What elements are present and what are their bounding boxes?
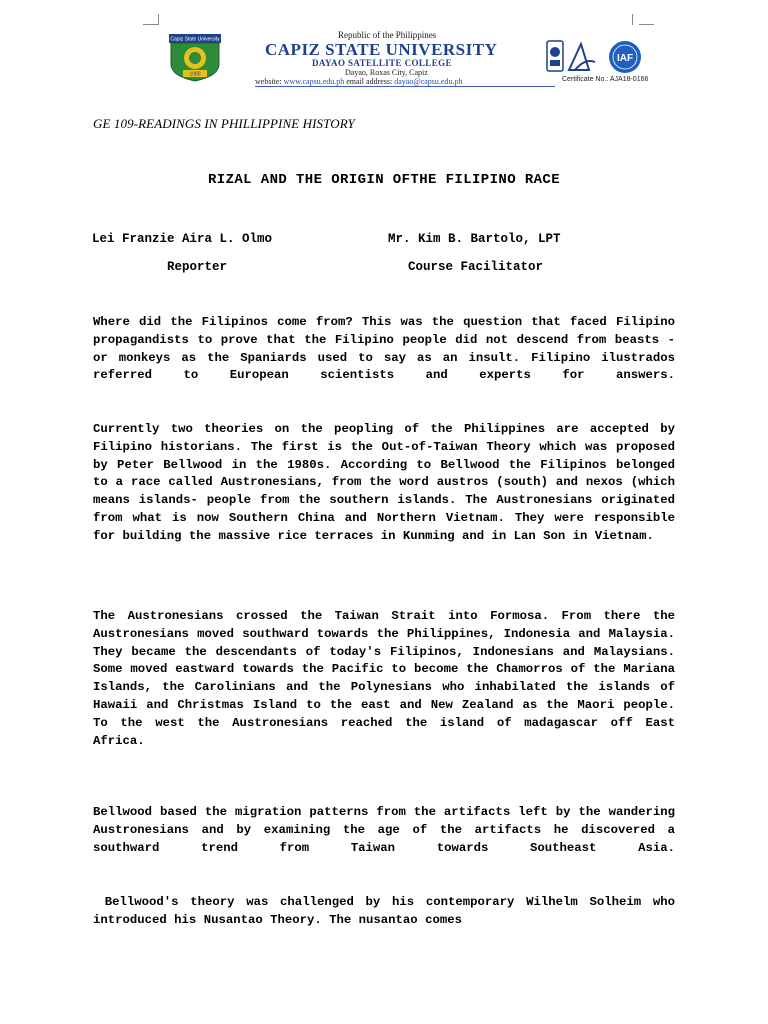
crop-mark-top-left-h [143, 24, 158, 25]
accreditation-logos [545, 40, 645, 76]
website-label: website: [255, 77, 282, 86]
svg-text:1980: 1980 [189, 71, 201, 78]
svg-text:Capiz State University: Capiz State University [170, 36, 220, 43]
paragraph-2: Currently two theories on the peopling of the Philippines are accepted by Filipino historians. The first is the Out-of-Taiwan Theory which was proposed by Peter Bellwood in the 1980s. According to Bellwood the Filipinos belonged to a race called Austronesians, from the word austros (south) and nexos (which means islands- people from the southern islands. The Austronesians originated from what is now Southern China and Northern Vietnam. They were responsible for building the massive rice terraces in Kunming and in Lan Son in Vietnam. [93, 422, 675, 543]
paragraph-3: The Austronesians crossed the Taiwan Strait into Formosa. From there the Austronesians moved southward towards the Philippines, Indonesia and Malaysia. They became the descendants of today's Filipinos, Indonesians and Malaysians. Some moved eastward towards the Pacific to become the Chamorros of the Mariana Islands, the Carolinians and the Polynesians who inhabilated the islands of Hawaii and Christmas Island to the east and New Zealand as the Maori people. To the west the Austronesians reached the island of madagascar off East Africa. [93, 609, 675, 748]
svg-text:IAF: IAF [616, 53, 634, 64]
email-link[interactable]: dayao@capsu.edu.ph [394, 77, 463, 86]
paragraph-1: Where did the Filipinos come from? This was the question that faced Filipino propagandists to prove that the Filipino people did not descend from beasts - or monkeys as the Spaniards used to say as an insult. Filipino ilustrados referred to European scientists and experts for answers. [93, 315, 675, 383]
reporter-name: Lei Franzie Aira L. Olmo [92, 232, 273, 246]
header-rule [255, 86, 555, 87]
reporter-role: Reporter [167, 260, 228, 274]
university-seal-logo [165, 32, 225, 82]
crop-mark-top-right-h [639, 24, 654, 25]
college-address: Dayao, Roxas City, Capiz [345, 68, 428, 77]
course-code: GE 109-READINGS IN PHILLIPPINE HISTORY [93, 116, 355, 131]
website-link[interactable]: www.capsu.edu.ph [283, 77, 345, 86]
certificate-number: Certificate No.: AJA18-0166 [562, 76, 649, 83]
paragraph-4: Bellwood based the migration patterns from the artifacts left by the wandering Austronesians and by examining the age of the artifacts he discovered a southward trend from Taiwan towards Southeast Asia. [93, 805, 675, 855]
crop-mark-top-left-v [158, 14, 159, 25]
university-name: CAPIZ STATE UNIVERSITY [265, 40, 498, 59]
contact-line [255, 77, 462, 86]
document-title: RIZAL AND THE ORIGIN OFTHE FILIPINO RACE [207, 172, 561, 188]
college-name: DAYAO SATELLITE COLLEGE [312, 58, 452, 68]
crop-mark-top-right-v [632, 14, 633, 25]
facilitator-role: Course Facilitator [408, 260, 544, 274]
paragraph-5: Bellwood's theory was challenged by his contemporary Wilhelm Solheim who introduced his Nusantao Theory. The nusantao comes [93, 895, 683, 927]
republic-label: Republic of the Philippines [338, 30, 437, 40]
email-label: email address: [346, 77, 393, 86]
facilitator-name: Mr. Kim B. Bartolo, LPT [388, 232, 561, 246]
